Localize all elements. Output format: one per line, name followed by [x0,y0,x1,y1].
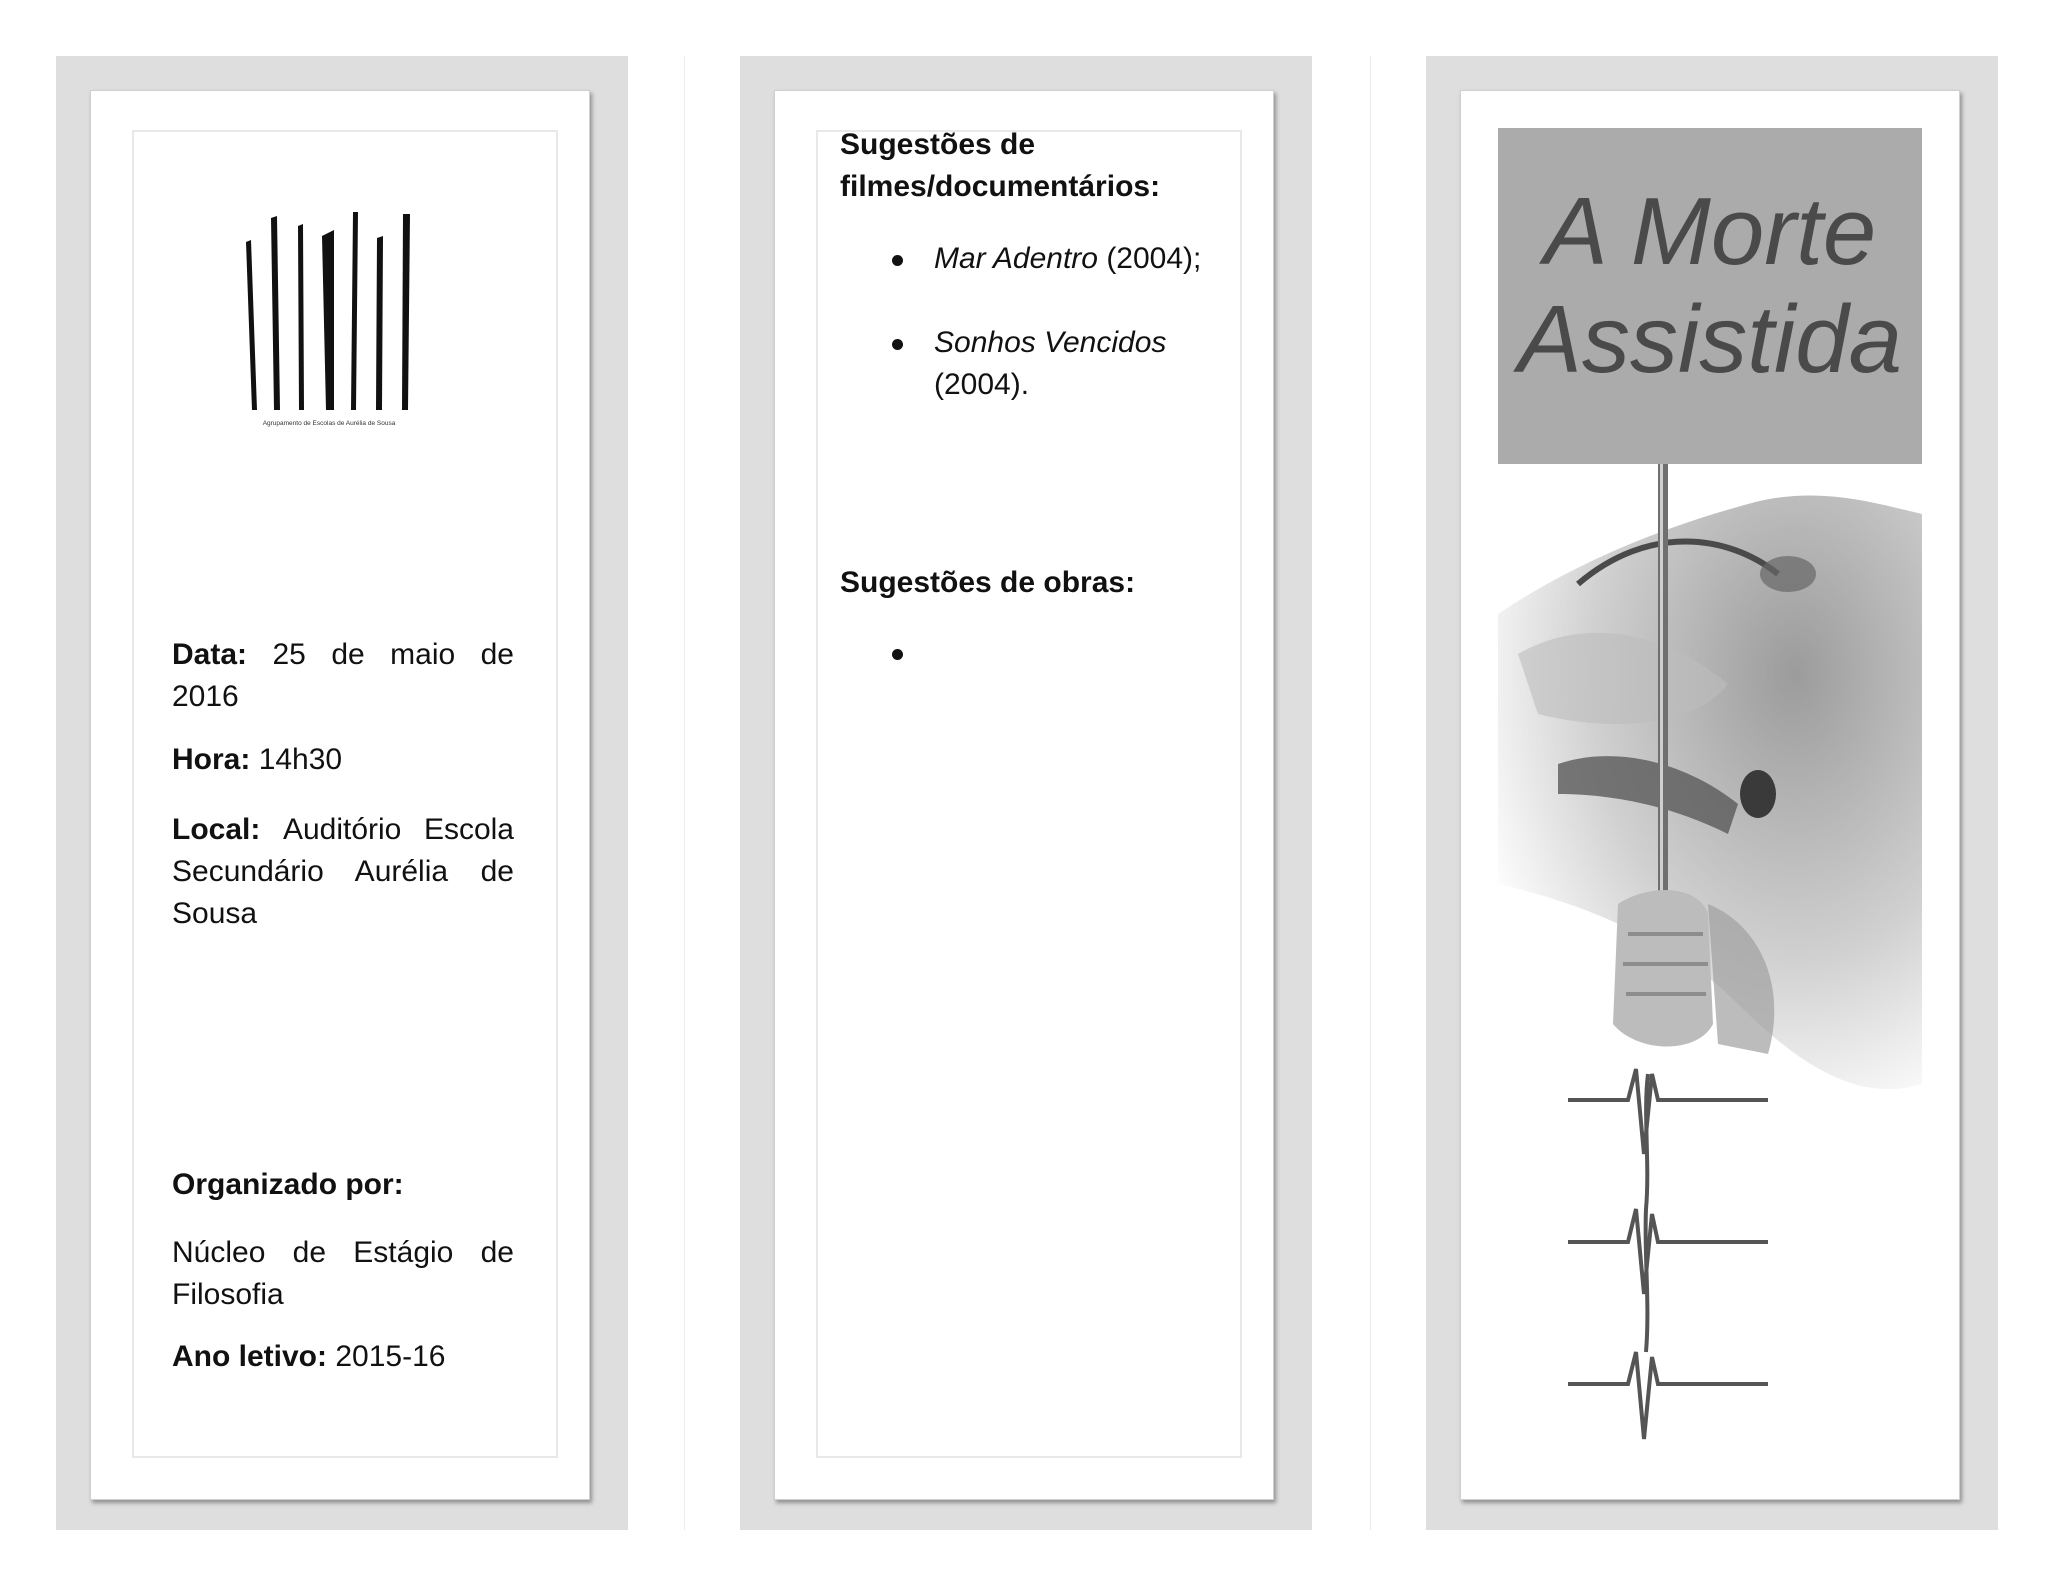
film-title: Sonhos Vencidos [934,326,1167,359]
time-value: 14h30 [258,743,343,776]
right-card [1460,90,1960,1500]
film-year: (2004); [1106,242,1202,275]
fold-line-1 [684,56,685,1530]
films-heading: Sugestões de filmes/documentários: [840,128,1161,203]
fold-line-2 [1370,56,1371,1530]
middle-panel [740,56,1312,1530]
doctor-ecg-illustration [1498,464,1922,1454]
date-label: Data: [172,638,248,671]
logo-caption: Agrupamento de Escolas de Aurélia de Sousa [262,420,396,427]
middle-inner-frame [816,130,1242,1458]
place-line [172,809,514,935]
bullet-icon [892,649,903,660]
right-panel [1426,56,1998,1530]
date-line [172,634,514,718]
works-heading: Sugestões de obras: [840,566,1136,599]
cover-title-box [1498,128,1922,464]
year-value: 2015-16 [335,1340,446,1373]
time-label: Hora: [172,743,251,776]
middle-card [774,90,1274,1500]
time-line [172,739,514,781]
school-logo [202,170,462,430]
bullet-icon [892,339,903,350]
films-list [840,238,1254,406]
place-value: Auditório Escola Secundário Aurélia de Sousa [172,813,514,930]
list-item [840,322,1254,406]
year-label: Ano letivo: [172,1340,327,1373]
year-line [172,1336,514,1378]
list-item [840,238,1254,280]
left-panel [56,56,628,1530]
cover-title-line-1: A Morte [1543,178,1877,285]
organized-label: Organizado por: [172,1168,404,1201]
place-label: Local: [172,813,261,846]
left-inner-frame [132,130,558,1458]
bullet-icon [892,255,903,266]
cover-title-line-2: Assistida [1517,286,1903,393]
left-card [90,90,590,1500]
date-value: 25 de maio de 2016 [172,638,514,713]
organizer: Núcleo de Estágio de Filosofia [172,1236,514,1311]
film-year: (2004). [934,368,1030,401]
film-title: Mar Adentro [934,242,1098,275]
